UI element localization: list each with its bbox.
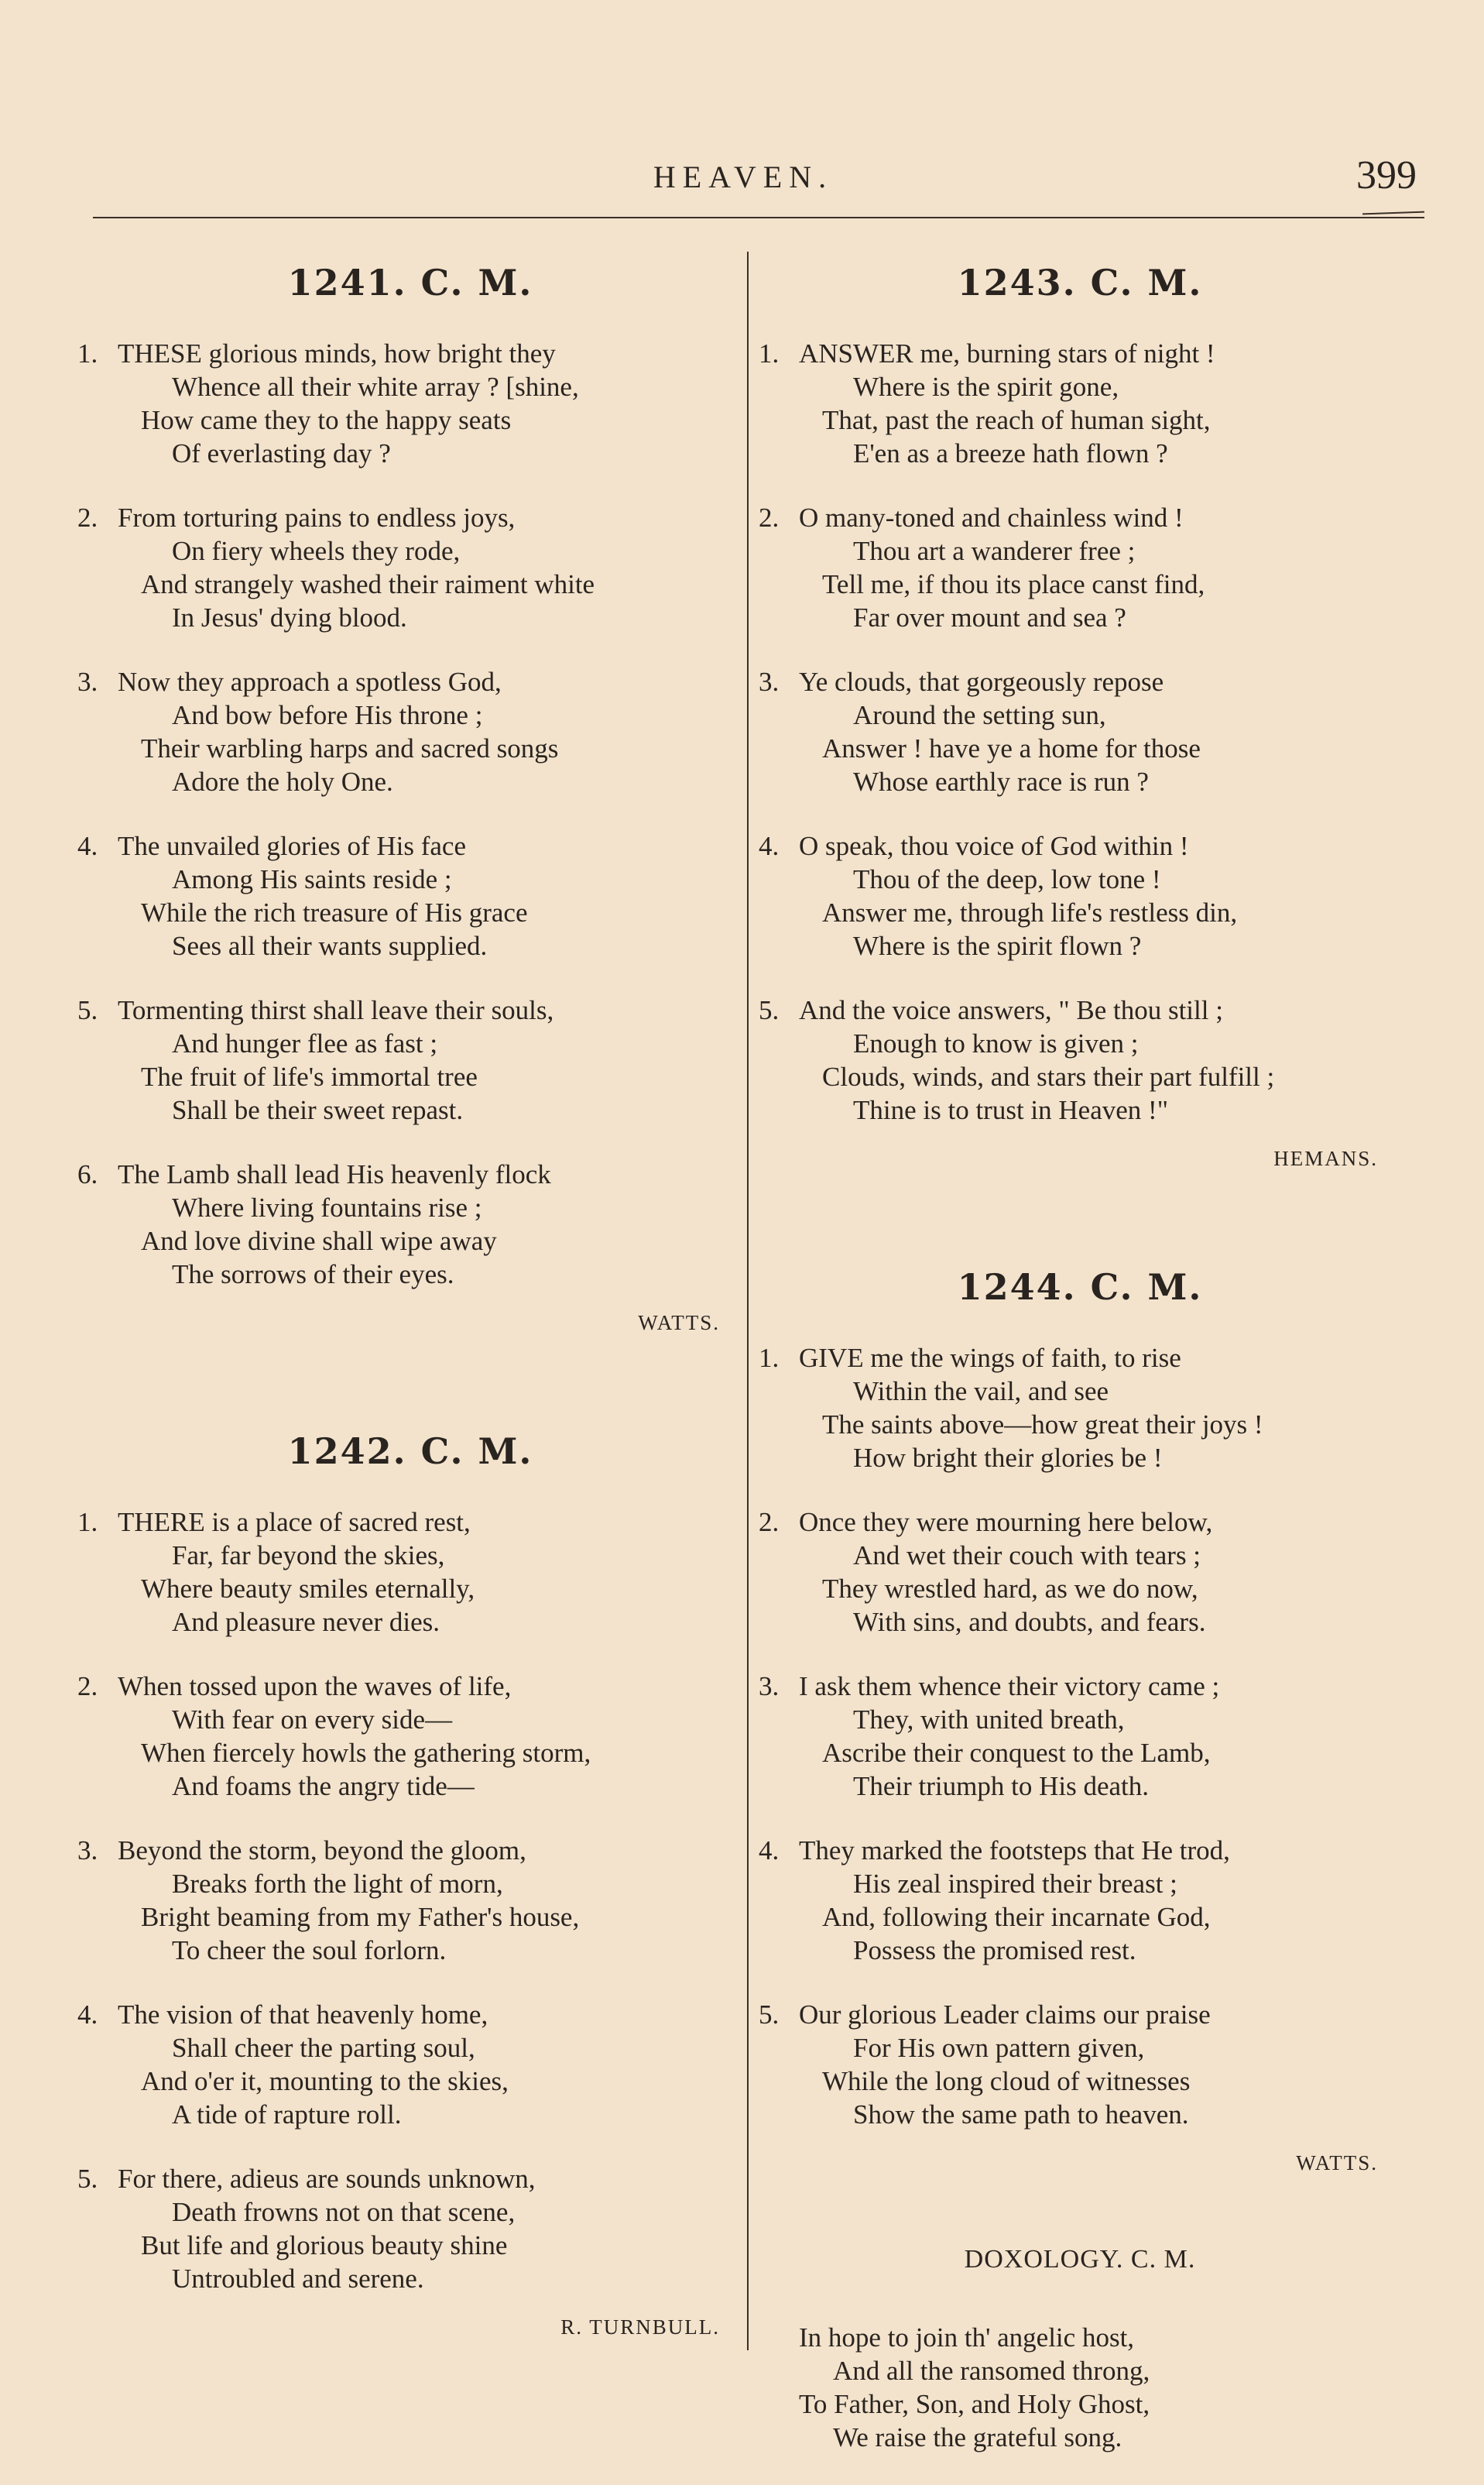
verse-line xyxy=(759,829,1401,863)
verse-number: 6. xyxy=(77,1159,98,1189)
verse-line xyxy=(77,1158,743,1191)
page-number: 399 xyxy=(1356,153,1417,197)
verse-number: 4. xyxy=(77,1999,98,2030)
verse-line xyxy=(759,1341,1401,1375)
doxology-line: To Father, Son, and Holy Ghost, xyxy=(799,2389,1150,2419)
verse-line-text: O speak, thou voice of God within ! xyxy=(799,831,1189,861)
verse-line xyxy=(759,1505,1401,1539)
verse xyxy=(77,829,743,963)
verse-line-text: Tormenting thirst shall leave their souls, xyxy=(118,995,554,1025)
verse xyxy=(77,994,743,1127)
verse-line xyxy=(759,994,1401,1027)
verse-line: Enough to know is given ; xyxy=(853,1028,1139,1059)
verse-line: When fiercely howls the gathering storm, xyxy=(141,1738,591,1768)
hymn-block xyxy=(759,259,1401,1171)
verse-number: 2. xyxy=(77,1671,98,1701)
verse-line-text: From torturing pains to endless joys, xyxy=(118,503,516,533)
verse xyxy=(77,1998,743,2131)
verse-number: 5. xyxy=(759,1999,780,2030)
verse-line-text: When tossed upon the waves of life, xyxy=(118,1671,512,1701)
right-column xyxy=(759,252,1401,2485)
hymn-author: WATTS. xyxy=(1296,2151,1378,2174)
verse-line: Show the same path to heaven. xyxy=(853,2099,1189,2130)
hymn-author: WATTS. xyxy=(638,1311,720,1334)
verse xyxy=(759,1670,1401,1803)
verse-line: And foams the angry tide— xyxy=(172,1771,475,1801)
verse-line: With fear on every side— xyxy=(172,1704,453,1735)
verse-line xyxy=(77,1670,743,1703)
verse-line: They wrestled hard, as we do now, xyxy=(822,1574,1198,1604)
verse-number: 5. xyxy=(77,995,98,1025)
verse-line-text: The unvailed glories of His face xyxy=(118,831,466,861)
verse-line: How bright their glories be ! xyxy=(853,1443,1163,1473)
verse-line-text: Ye clouds, that gorgeously repose xyxy=(799,667,1164,697)
verse-line: And o'er it, mounting to the skies, xyxy=(141,2066,509,2096)
verse xyxy=(77,665,743,798)
hymn-block xyxy=(77,1428,743,2339)
verse-line: And, following their incarnate God, xyxy=(822,1902,1211,1932)
hymn-heading: 1241. C. M. xyxy=(287,262,533,304)
verse xyxy=(77,1505,743,1639)
verse-number: 3. xyxy=(77,1835,98,1865)
verse-line-text: The Lamb shall lead His heavenly flock xyxy=(118,1159,551,1189)
verse-line: The sorrows of their eyes. xyxy=(172,1259,454,1289)
verse-line-text: Our glorious Leader claims our praise xyxy=(799,1999,1211,2030)
verse-line-text: And the voice answers, " Be thou still ; xyxy=(799,995,1223,1025)
verse-line xyxy=(759,1834,1401,1867)
verse-line: Thou art a wanderer free ; xyxy=(853,536,1136,566)
verse-line-text: O many-toned and chainless wind ! xyxy=(799,503,1184,533)
verse-line xyxy=(77,1834,743,1867)
verse-line: For His own pattern given, xyxy=(853,2033,1145,2063)
verse-number: 1. xyxy=(77,338,98,369)
verse-line: And wet their couch with tears ; xyxy=(853,1540,1201,1570)
verse-line: Within the vail, and see xyxy=(853,1376,1109,1406)
hymn-author: R. TURNBULL. xyxy=(560,2315,720,2339)
verse-line: Around the setting sun, xyxy=(853,700,1106,730)
verse-line: Answer ! have ye a home for those xyxy=(822,733,1201,764)
verse-number: 3. xyxy=(77,667,98,697)
header-rule-tail xyxy=(1362,211,1424,215)
verse xyxy=(77,337,743,470)
left-column xyxy=(77,252,743,2370)
verse xyxy=(759,1834,1401,1967)
verse-number: 3. xyxy=(759,1671,780,1701)
verse-line xyxy=(77,1998,743,2031)
verse-line: But life and glorious beauty shine xyxy=(141,2230,508,2260)
verse xyxy=(759,501,1401,634)
verse-number: 1. xyxy=(77,1507,98,1537)
verse xyxy=(759,665,1401,798)
doxology-line: We raise the grateful song. xyxy=(833,2422,1122,2452)
verse-line: His zeal inspired their breast ; xyxy=(853,1869,1177,1899)
verse-line: While the rich treasure of His grace xyxy=(141,898,528,928)
verse-line: Of everlasting day ? xyxy=(172,438,391,469)
verse-line-text: They marked the footsteps that He trod, xyxy=(799,1835,1230,1865)
verse-number: 1. xyxy=(759,338,780,369)
verse-line: In Jesus' dying blood. xyxy=(172,602,407,633)
verse-line: The saints above—how great their joys ! xyxy=(822,1409,1263,1440)
verse-line: Shall be their sweet repast. xyxy=(172,1095,464,1125)
verse-line: Whose earthly race is run ? xyxy=(853,767,1149,797)
hymn-heading: 1242. C. M. xyxy=(287,1430,533,1472)
hymn-block xyxy=(77,259,743,1335)
verse-line xyxy=(77,994,743,1027)
verse-line xyxy=(77,501,743,534)
page-header xyxy=(0,153,1484,205)
verse-line: And bow before His throne ; xyxy=(172,700,483,730)
hymn-block xyxy=(759,1264,1401,2175)
verse-line: That, past the reach of human sight, xyxy=(822,405,1211,435)
verse-line-text: ANSWER me, burning stars of night ! xyxy=(799,338,1215,369)
verse-line: Where is the spirit flown ? xyxy=(853,931,1142,961)
verse-line: On fiery wheels they rode, xyxy=(172,536,461,566)
column-divider xyxy=(747,252,749,2350)
header-rule xyxy=(93,217,1424,218)
verse-line-text: I ask them whence their victory came ; xyxy=(799,1671,1220,1701)
verse-line: Among His saints reside ; xyxy=(172,864,452,894)
verse-line-text: THESE glorious minds, how bright they xyxy=(118,338,556,369)
verse-line-text: THERE is a place of sacred rest, xyxy=(118,1507,471,1537)
verse-line: To cheer the soul forlorn. xyxy=(172,1935,447,1965)
verse-number: 4. xyxy=(759,831,780,861)
verse-line xyxy=(759,1670,1401,1703)
verse-number: 2. xyxy=(759,503,780,533)
verse-line: Far over mount and sea ? xyxy=(853,602,1126,633)
verse-line: Sees all their wants supplied. xyxy=(172,931,488,961)
verse-line: Whence all their white array ? [shine, xyxy=(172,372,579,402)
doxology-line: In hope to join th' angelic host, xyxy=(799,2322,1135,2353)
verse-line xyxy=(77,829,743,863)
doxology-heading: DOXOLOGY. C. M. xyxy=(964,2245,1196,2274)
verse-line: Where beauty smiles eternally, xyxy=(141,1574,475,1604)
verse-number: 3. xyxy=(759,667,780,697)
verse-line: With sins, and doubts, and fears. xyxy=(853,1607,1206,1637)
verse-line: Shall cheer the parting soul, xyxy=(172,2033,475,2063)
verse-line xyxy=(77,2162,743,2195)
verse-line: While the long cloud of witnesses xyxy=(822,2066,1191,2096)
verse-line: Where is the spirit gone, xyxy=(853,372,1119,402)
verse xyxy=(77,501,743,634)
verse-line: Answer me, through life's restless din, xyxy=(822,898,1238,928)
verse xyxy=(77,1670,743,1803)
verse-line-text: Now they approach a spotless God, xyxy=(118,667,502,697)
verse xyxy=(759,829,1401,963)
verse-line: Their warbling harps and sacred songs xyxy=(141,733,559,764)
hymn-author: HEMANS. xyxy=(1273,1147,1378,1170)
verse-number: 4. xyxy=(759,1835,780,1865)
verse-line: And strangely washed their raiment white xyxy=(141,569,595,599)
verse-line: Thou of the deep, low tone ! xyxy=(853,864,1161,894)
verse-line: Tell me, if thou its place canst find, xyxy=(822,569,1205,599)
verse-line-text: The vision of that heavenly home, xyxy=(118,1999,488,2030)
verse-line: The fruit of life's immortal tree xyxy=(141,1062,478,1092)
verse-line-text: Once they were mourning here below, xyxy=(799,1507,1213,1537)
verse-number: 4. xyxy=(77,831,98,861)
verse-number: 5. xyxy=(77,2164,98,2194)
verse-number: 1. xyxy=(759,1343,780,1373)
verse-line: Possess the promised rest. xyxy=(853,1935,1136,1965)
verse-line: Ascribe their conquest to the Lamb, xyxy=(822,1738,1211,1768)
verse-line: Untroubled and serene. xyxy=(172,2264,424,2294)
verse-line: Thine is to trust in Heaven !" xyxy=(853,1095,1168,1125)
verse-line: Clouds, winds, and stars their part fulfill ; xyxy=(822,1062,1275,1092)
verse-line: And hunger flee as fast ; xyxy=(172,1028,438,1059)
verse-line-text: Beyond the storm, beyond the gloom, xyxy=(118,1835,526,1865)
verse-line: How came they to the happy seats xyxy=(141,405,512,435)
verse-line: Death frowns not on that scene, xyxy=(172,2197,516,2227)
verse-line xyxy=(77,1505,743,1539)
verse-line xyxy=(759,501,1401,534)
hymn-heading: 1243. C. M. xyxy=(957,262,1203,304)
verse-line: A tide of rapture roll. xyxy=(172,2099,402,2130)
hymn-heading: 1244. C. M. xyxy=(957,1266,1203,1308)
verse-line xyxy=(77,665,743,698)
verse-line: And love divine shall wipe away xyxy=(141,1226,497,1256)
verse xyxy=(759,1998,1401,2131)
doxology-line: And all the ransomed throng, xyxy=(833,2356,1150,2386)
verse-number: 2. xyxy=(77,503,98,533)
verse-line: And pleasure never dies. xyxy=(172,1607,440,1637)
verse-line: Where living fountains rise ; xyxy=(172,1193,482,1223)
verse-line-text: For there, adieus are sounds unknown, xyxy=(118,2164,536,2194)
verse-line: Breaks forth the light of morn, xyxy=(172,1869,503,1899)
verse xyxy=(759,1341,1401,1474)
verse-number: 5. xyxy=(759,995,780,1025)
verse-line: E'en as a breeze hath flown ? xyxy=(853,438,1168,469)
verse-line xyxy=(759,337,1401,370)
verse-line: Bright beaming from my Father's house, xyxy=(141,1902,580,1932)
doxology-verse xyxy=(759,2321,1401,2454)
verse-line xyxy=(759,1998,1401,2031)
verse xyxy=(77,1158,743,1291)
verse-line-text: GIVE me the wings of faith, to rise xyxy=(799,1343,1181,1373)
verse xyxy=(759,1505,1401,1639)
running-title: HEAVEN. xyxy=(653,160,834,194)
verse-line: Their triumph to His death. xyxy=(853,1771,1150,1801)
verse-line xyxy=(77,337,743,370)
verse-number: 2. xyxy=(759,1507,780,1537)
verse-line xyxy=(759,665,1401,698)
verse-line: They, with united breath, xyxy=(853,1704,1125,1735)
verse-line: Far, far beyond the skies, xyxy=(172,1540,445,1570)
verse xyxy=(759,994,1401,1127)
verse xyxy=(759,337,1401,470)
verse xyxy=(77,1834,743,1967)
verse xyxy=(77,2162,743,2295)
verse-line: Adore the holy One. xyxy=(172,767,393,797)
